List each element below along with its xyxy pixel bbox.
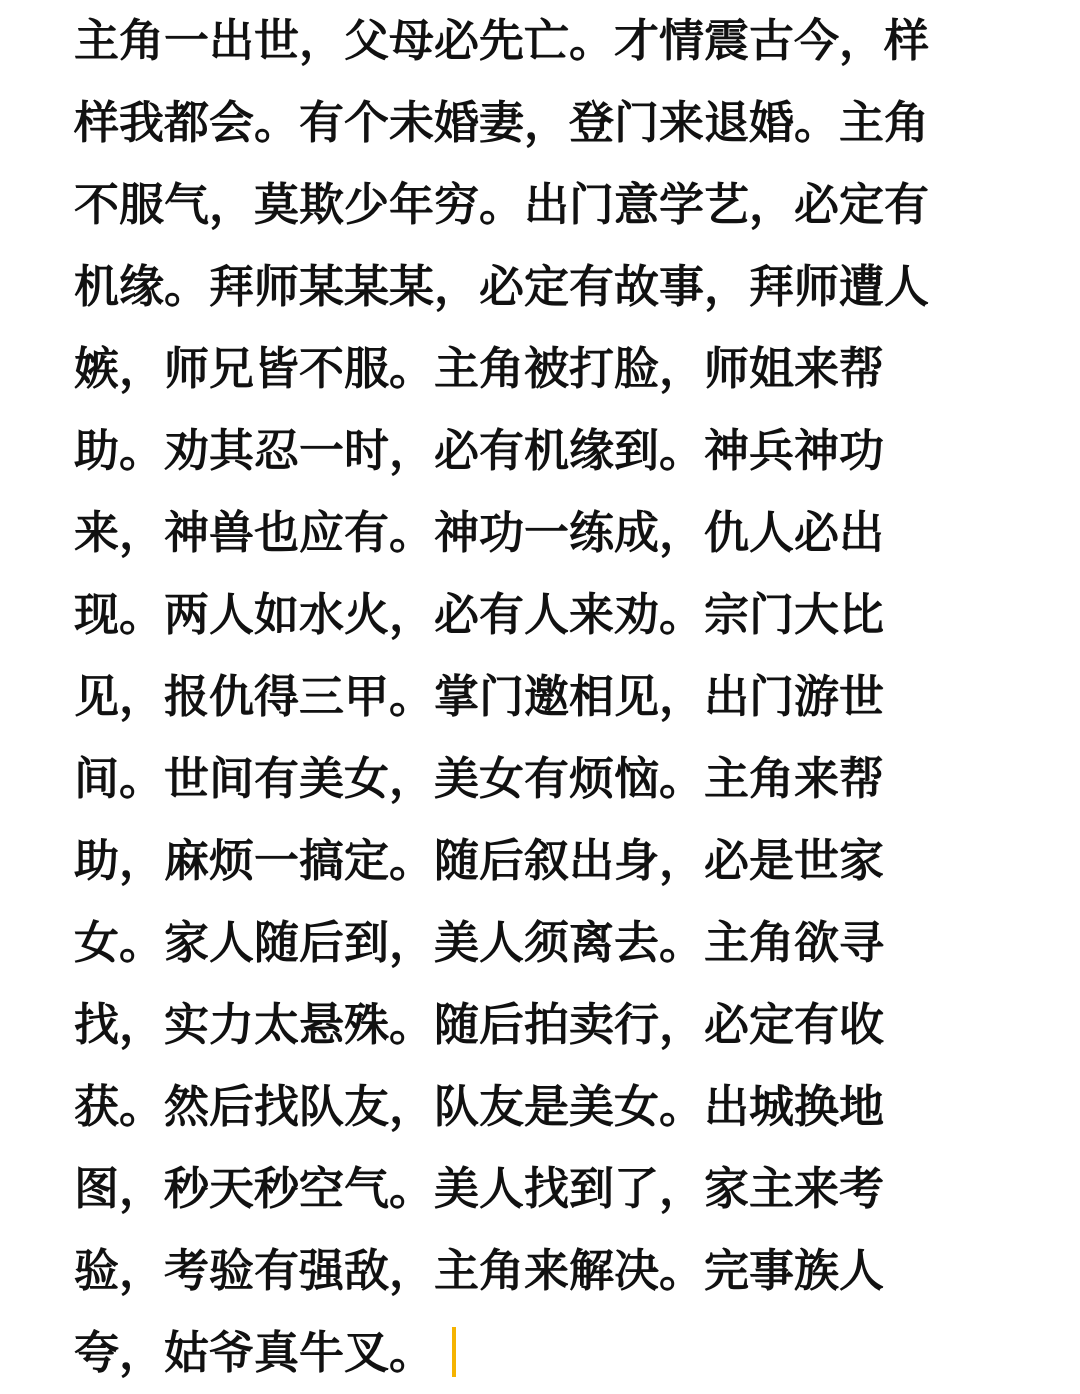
text-line-10: 间。世间有美女，美女有烦恼。主角来帮 — [74, 752, 885, 805]
text-line-13: 找，实力太悬殊。随后拍卖行，必定有收 — [74, 998, 885, 1051]
text-line-17: 夸，姑爷真牛叉。 — [74, 1326, 435, 1379]
text-line-4: 机缘。拜师某某某，必定有故事，拜师遭人 — [74, 260, 930, 313]
text-line-2: 样我都会。有个未婚妻，登门来退婚。主角 — [74, 96, 930, 149]
text-line-3: 不服气，莫欺少年穷。出门意学艺，必定有 — [74, 178, 930, 231]
text-line-15: 图，秒天秒空气。美人找到了，家主来考 — [74, 1162, 885, 1215]
text-cursor-caret — [452, 1327, 456, 1377]
text-line-17-wrap — [74, 1312, 456, 1394]
text-line-1: 主角一出世，父母必先亡。才情震古今，样 — [74, 14, 930, 67]
text-line-12: 女。家人随后到，美人须离去。主角欲寻 — [74, 916, 885, 969]
text-line-16: 验，考验有强敌，主角来解决。完事族人 — [74, 1244, 885, 1297]
text-line-7: 来，神兽也应有。神功一练成，仇人必出 — [74, 506, 885, 559]
text-line-8: 现。两人如水火，必有人来劝。宗门大比 — [74, 588, 885, 641]
text-line-11: 助，麻烦一搞定。随后叙出身，必是世家 — [74, 834, 885, 887]
text-line-6: 助。劝其忍一时，必有机缘到。神兵神功 — [74, 424, 885, 477]
text-line-14: 获。然后找队友，队友是美女。出城换地 — [74, 1080, 885, 1133]
text-line-9: 见，报仇得三甲。掌门邀相见，出门游世 — [74, 670, 885, 723]
text-line-5: 嫉，师兄皆不服。主角被打脸，师姐来帮 — [74, 342, 885, 395]
